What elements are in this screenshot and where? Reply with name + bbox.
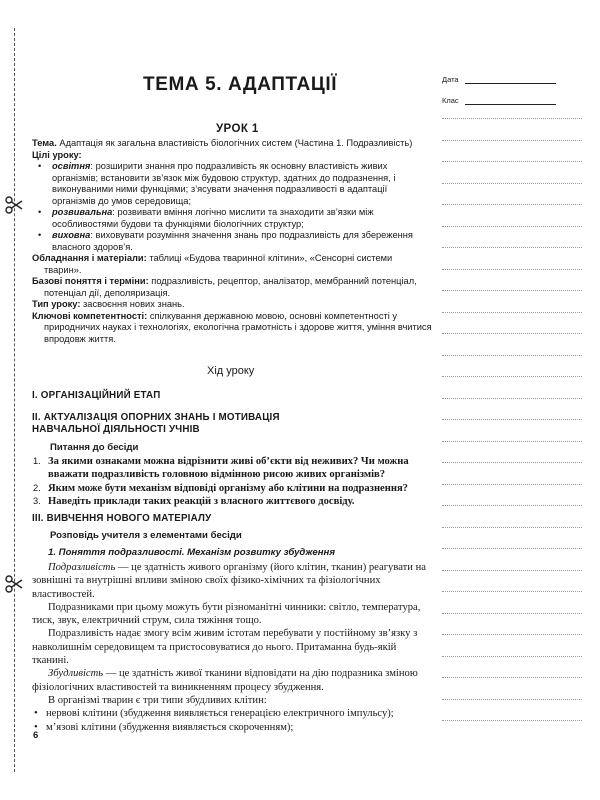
topic-label: Тема. xyxy=(32,138,57,148)
cut-line xyxy=(14,28,15,772)
topic-text: Адаптація як загальна властивість біологічних систем (Частина 1. Подразливість) xyxy=(59,138,413,148)
paragraph: Збудливість — це здатність живої тканини відповідати на дію подразника зміною фізіологічних властивостей та виникненням процесу збудження. xyxy=(32,668,418,693)
section-heading: 1. Поняття подразливості. Механізм розвитку збудження xyxy=(48,547,335,558)
note-line xyxy=(442,290,582,291)
note-line xyxy=(442,677,582,678)
note-line xyxy=(442,613,582,614)
date-field[interactable] xyxy=(442,74,556,84)
note-line xyxy=(442,269,582,270)
note-line xyxy=(442,118,582,119)
date-label: Дата xyxy=(442,75,459,84)
note-line xyxy=(442,183,582,184)
page-number: 6 xyxy=(33,730,39,741)
scissors-icon xyxy=(4,574,24,594)
stage-heading: ІІ. АКТУАЛІЗАЦІЯ ОПОРНИХ ЗНАНЬ І МОТИВАЦІЯ xyxy=(32,412,280,423)
lesson-course-title: Хід уроку xyxy=(207,365,255,377)
note-line xyxy=(442,247,582,248)
lesson-title: УРОК 1 xyxy=(216,123,259,135)
questions-title: Питання до бесіди xyxy=(50,442,139,453)
class-field[interactable] xyxy=(442,95,556,105)
paragraph: Подразливість надає змогу всім живим істотам перебувати у постійному зв’язку з навколишнім середовищем та пристосовуватися до нього. Притаманна будь-якій тканині. xyxy=(32,628,418,667)
lesson-meta xyxy=(32,138,432,345)
question-item: 3. Наведіть приклади таких реакцій з власного життєвого досвіду. xyxy=(33,495,355,507)
list-item: • м’язові клітини (збудження виявляється скороченням); xyxy=(32,721,434,734)
class-line[interactable] xyxy=(465,95,556,105)
goal-item: • розвивальна: розвивати вміння логічно мислити та знаходити зв’язки між особливостями будови та функціями біологічних структур; xyxy=(32,207,432,230)
question-item: 1. За якими ознаками можна відрізнити живі об’єкти від неживих? Чи можна вважати подразливість головною відмінною рисою живих організмів? xyxy=(33,456,409,481)
note-line xyxy=(442,161,582,162)
stage-heading: І. ОРГАНІЗАЦІЙНИЙ ЕТАП xyxy=(32,390,161,401)
goal-item: • виховна: виховувати розуміння значення знань про подразливість для збереження власного здоров’я. xyxy=(32,230,432,253)
note-line xyxy=(442,656,582,657)
paragraph: В організмі тварин є три типи збудливих клітин: xyxy=(48,694,267,706)
note-line xyxy=(442,527,582,528)
note-line xyxy=(442,720,582,721)
note-line xyxy=(442,333,582,334)
note-line xyxy=(442,226,582,227)
topic-line xyxy=(32,138,432,150)
lesson-type-line: Тип уроку: засвоєння нових знань. xyxy=(32,299,185,309)
question-item: 2. Яким може бути механізм відповіді організму або клітини на подразнення? xyxy=(33,482,408,494)
note-line xyxy=(442,462,582,463)
note-line xyxy=(442,441,582,442)
note-line xyxy=(442,484,582,485)
note-line xyxy=(442,204,582,205)
paragraph: Подразниками при цьому можуть бути різноманітні чинники: світло, температура, тиск, звук, електричний струм, сила тяжіння тощо. xyxy=(32,601,421,627)
scissors-icon xyxy=(4,195,24,215)
cell-types-list xyxy=(32,707,434,734)
class-label: Клас xyxy=(442,96,459,105)
note-line xyxy=(442,140,582,141)
equipment-line: Обладнання і матеріали: таблиці «Будова тваринної клітини», «Сенсорні системи тварин». xyxy=(32,253,393,275)
goal-item: • освітня: розширити знання про подразливість як основну властивість живих організмів; встановити зв’язок між будовою структур, здатних до подразнення, і виконуваними ними функціями; з’ясувати значення подразливості в адаптації організмів до умов середовища; xyxy=(32,161,432,207)
terms-line: Базові поняття і терміни: подразливість, рецептор, аналізатор, мембранний потенціал, потенціал дії, деполяризація. xyxy=(32,276,417,298)
goals-label: Цілі уроку: xyxy=(32,149,82,160)
date-line[interactable] xyxy=(465,74,556,84)
section-body xyxy=(32,561,434,734)
list-item: • нервові клітини (збудження виявляється генерацією електричного імпульсу); xyxy=(32,707,434,720)
note-line xyxy=(442,419,582,420)
competencies-line: Ключові компетентності: спілкування державною мовою, основні компетентності у природничих науках і технологіях, екологічна грамотність і здорове життя, уміння вчитися впродовж життя. xyxy=(32,310,432,344)
note-line xyxy=(442,398,582,399)
teacher-story-title: Розповідь учителя з елементами бесіди xyxy=(50,530,242,541)
note-line xyxy=(442,505,582,506)
paragraph: Подразливість — це здатність живого організму (його клітин, тканин) реагувати на зовнішні та внутрішні впливи зміною своїх фізико-хімічних та фізіологічних властивостей. xyxy=(32,562,426,600)
note-line xyxy=(442,548,582,549)
theme-title: ТЕМА 5. АДАПТАЦІЇ xyxy=(143,74,338,95)
note-line xyxy=(442,591,582,592)
note-line xyxy=(442,699,582,700)
stage-heading: НАВЧАЛЬНОЇ ДІЯЛЬНОСТІ УЧНІВ xyxy=(32,424,200,435)
note-line xyxy=(442,376,582,377)
goals-list xyxy=(32,161,432,253)
note-line xyxy=(442,634,582,635)
note-line xyxy=(442,312,582,313)
stage-heading: ІІІ. ВИВЧЕННЯ НОВОГО МАТЕРІАЛУ xyxy=(32,513,212,524)
note-line xyxy=(442,355,582,356)
questions-list xyxy=(32,455,432,508)
note-line xyxy=(442,570,582,571)
